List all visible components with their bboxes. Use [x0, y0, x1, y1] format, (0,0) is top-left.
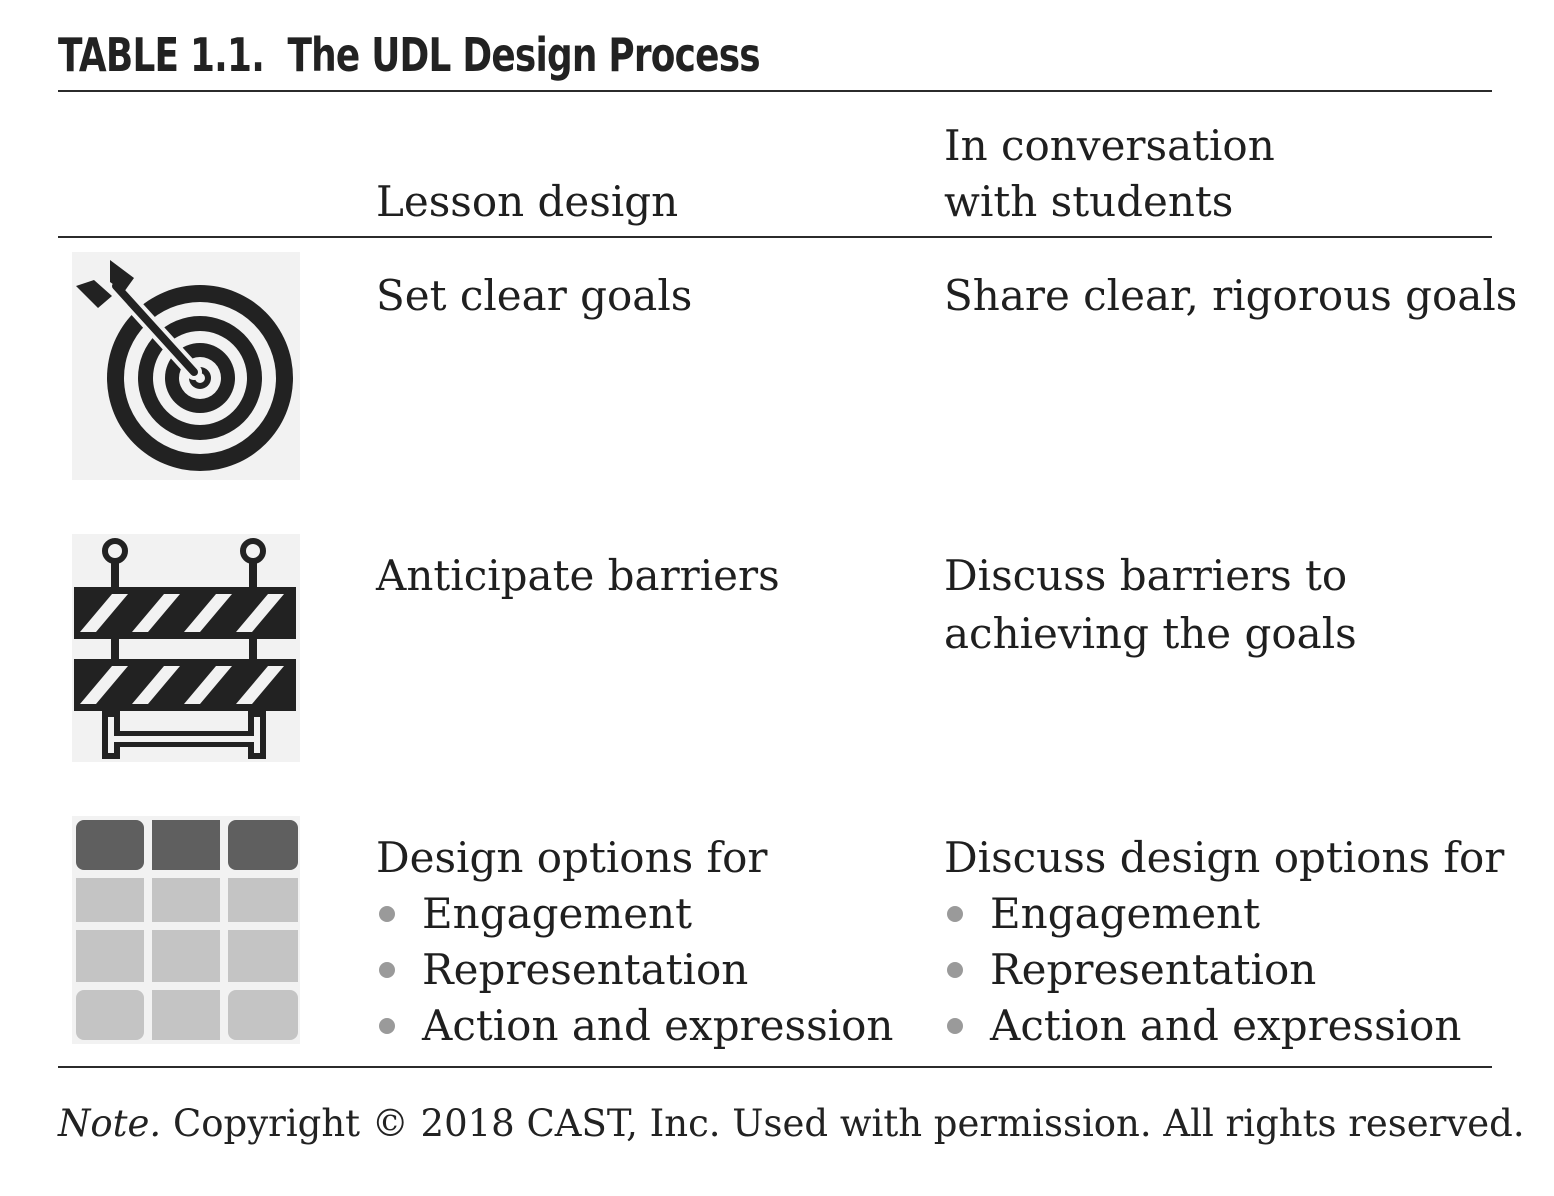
table-note [58, 1098, 1525, 1150]
target-icon [72, 252, 300, 480]
barrier-icon [72, 534, 300, 762]
header-rule [58, 236, 1492, 238]
row3-conversation-text: Discuss design options for [944, 833, 1505, 882]
row2-conversation-line2: achieving the goals [944, 609, 1357, 658]
row3-lesson-text: Design options for [376, 833, 768, 882]
note-text: Copyright © 2018 CAST, Inc. Used with permission. All rights reserved. [172, 1102, 1525, 1145]
row1-lesson-text: Set clear goals [376, 271, 693, 320]
list-item: Representation [944, 942, 1461, 998]
bullet-icon [947, 1018, 963, 1034]
column-header-conversation-line1: In conversation [944, 121, 1275, 170]
list-item: Engagement [944, 886, 1461, 942]
note-label: Note. [58, 1102, 162, 1145]
row1-conversation-text: Share clear, rigorous goals [944, 271, 1518, 320]
list-item: Engagement [376, 886, 893, 942]
column-header-lesson-design: Lesson design [376, 177, 679, 226]
top-rule [58, 90, 1492, 92]
bullet-icon [947, 962, 963, 978]
list-item: Action and expression [376, 998, 893, 1054]
bullet-icon [379, 1018, 395, 1034]
row3-conversation-bullet-list [944, 886, 1461, 1054]
bullet-icon [379, 962, 395, 978]
table-label: TABLE 1.1. [58, 28, 265, 82]
options-grid-icon [72, 816, 300, 1044]
list-item: Representation [376, 942, 893, 998]
column-header-conversation-line2: with students [944, 177, 1234, 226]
row2-lesson-text: Anticipate barriers [376, 551, 780, 600]
table-caption [58, 26, 760, 84]
row2-conversation-line1: Discuss barriers to [944, 551, 1348, 600]
list-item: Action and expression [944, 998, 1461, 1054]
bullet-icon [947, 906, 963, 922]
table-title: The UDL Design Process [287, 28, 760, 82]
bullet-icon [379, 906, 395, 922]
bottom-rule [58, 1066, 1492, 1068]
row3-lesson-bullet-list [376, 886, 893, 1054]
